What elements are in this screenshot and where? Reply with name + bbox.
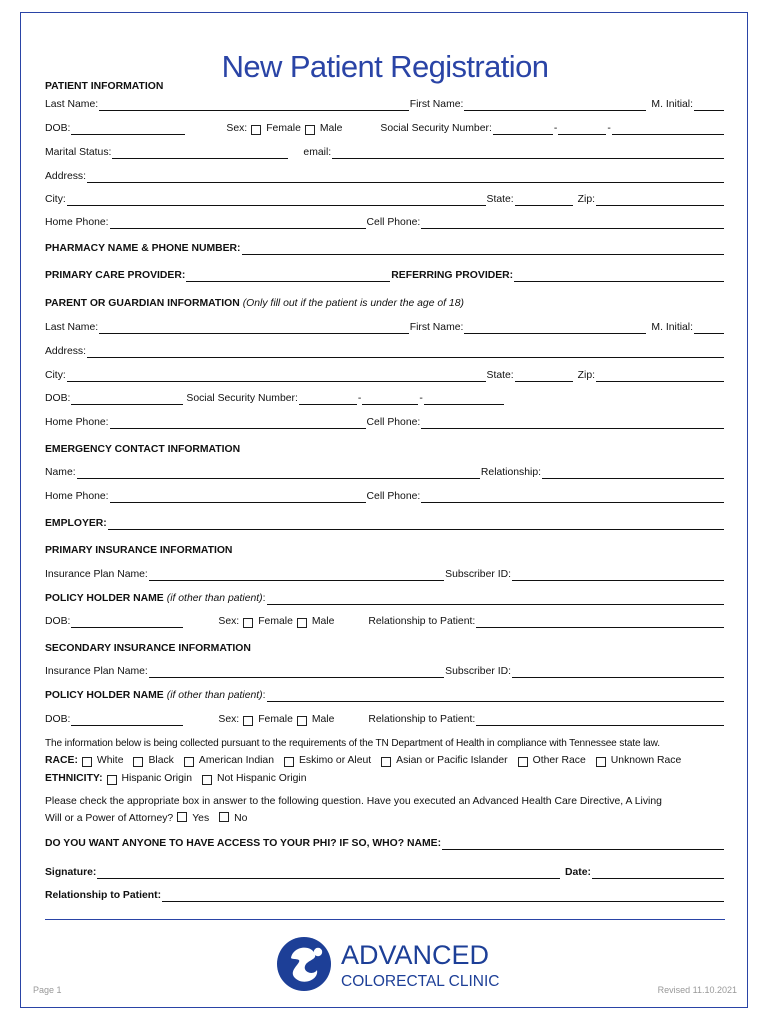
secondary-female-checkbox[interactable] bbox=[243, 716, 253, 726]
ethnicity-not-hispanic-checkbox[interactable] bbox=[202, 775, 212, 785]
emergency-cell-phone-field[interactable] bbox=[421, 491, 724, 503]
guardian-address-field[interactable] bbox=[87, 346, 724, 358]
phi-row: DO YOU WANT ANYONE TO HAVE ACCESS TO YOUR PHI? IF SO, WHO? NAME : bbox=[45, 836, 725, 850]
directive-yes-checkbox[interactable] bbox=[177, 812, 187, 822]
patient-phone-row: Home Phone: Cell Phone: bbox=[45, 215, 725, 229]
home-phone-field[interactable] bbox=[110, 217, 366, 229]
primary-holder-row: POLICY HOLDER NAME (if other than patient) : bbox=[45, 591, 725, 605]
primary-insurance-plan-row: Insurance Plan Name: Subscriber ID: bbox=[45, 567, 725, 581]
secondary-holder-dob-row: DOB: Sex: Female Male Relationship to Patient: bbox=[45, 712, 725, 726]
secondary-male-checkbox[interactable] bbox=[297, 716, 307, 726]
primary-plan-field[interactable] bbox=[149, 569, 444, 581]
patient-address-row: Address: bbox=[45, 169, 725, 183]
patient-city-row: City: State: Zip: bbox=[45, 192, 725, 206]
guardian-ssn-part3-field[interactable] bbox=[424, 393, 504, 405]
divider bbox=[45, 919, 725, 920]
race-black-checkbox[interactable] bbox=[133, 757, 143, 767]
race-white-checkbox[interactable] bbox=[82, 757, 92, 767]
race-american-indian-checkbox[interactable] bbox=[184, 757, 194, 767]
relationship-row: Relationship to Patient: bbox=[45, 888, 725, 902]
relationship-to-patient-field[interactable] bbox=[162, 890, 724, 902]
guardian-address-row: Address: bbox=[45, 344, 725, 358]
guardian-dob-row: DOB: Social Security Number: - - bbox=[45, 391, 725, 405]
ssn-part2-field[interactable] bbox=[558, 123, 606, 135]
secondary-holder-field[interactable] bbox=[267, 690, 724, 702]
race-other-checkbox[interactable] bbox=[518, 757, 528, 767]
emergency-name-field[interactable] bbox=[77, 467, 480, 479]
primary-female-checkbox[interactable] bbox=[243, 618, 253, 628]
pharmacy-field[interactable] bbox=[242, 243, 724, 255]
primary-insurance-header: PRIMARY INSURANCE INFORMATION bbox=[45, 545, 233, 556]
first-name-field[interactable] bbox=[464, 99, 646, 111]
state-field[interactable] bbox=[515, 194, 573, 206]
emergency-relationship-field[interactable] bbox=[542, 467, 724, 479]
male-checkbox[interactable] bbox=[305, 125, 315, 135]
directive-question: Please check the appropriate box in answer to the following question. Have you executed an Advanced Health Care Directive, A Living Will or a Power of Attorney? Yes No bbox=[45, 796, 662, 824]
guardian-middle-initial-field[interactable] bbox=[694, 322, 724, 334]
guardian-city-row: City: State: Zip: bbox=[45, 368, 725, 382]
guardian-city-field[interactable] bbox=[67, 370, 486, 382]
secondary-relationship-field[interactable] bbox=[476, 714, 724, 726]
race-eskimo-aleut-checkbox[interactable] bbox=[284, 757, 294, 767]
primary-subscriber-field[interactable] bbox=[512, 569, 724, 581]
address-field[interactable] bbox=[87, 171, 724, 183]
page-border bbox=[20, 12, 748, 1008]
page-title: New Patient Registration bbox=[221, 48, 549, 84]
signature-row: Signature: Date: bbox=[45, 865, 725, 879]
guardian-zip-field[interactable] bbox=[596, 370, 724, 382]
patient-marital-row: Marital Status: email: bbox=[45, 145, 725, 159]
guardian-home-phone-field[interactable] bbox=[110, 417, 366, 429]
tn-notice: The information below is being collected pursuant to the requirements of the TN Department of Health in compliance with Tennessee state law. bbox=[45, 738, 660, 749]
ssn-part3-field[interactable] bbox=[612, 123, 724, 135]
secondary-subscriber-field[interactable] bbox=[512, 666, 724, 678]
secondary-holder-dob-field[interactable] bbox=[71, 714, 183, 726]
ssn-part1-field[interactable] bbox=[493, 123, 553, 135]
guardian-last-name-field[interactable] bbox=[99, 322, 409, 334]
employer-row: EMPLOYER: bbox=[45, 516, 725, 530]
directive-no-checkbox[interactable] bbox=[219, 812, 229, 822]
pharmacy-row: PHARMACY NAME & PHONE NUMBER: bbox=[45, 241, 725, 255]
guardian-first-name-field[interactable] bbox=[464, 322, 646, 334]
patient-dob-row: DOB: Sex: Female Male Social Security Number: - - bbox=[45, 121, 725, 135]
page-number: Page 1 bbox=[33, 985, 62, 995]
marital-status-field[interactable] bbox=[112, 147, 288, 159]
employer-field[interactable] bbox=[108, 518, 724, 530]
zip-field[interactable] bbox=[596, 194, 724, 206]
secondary-insurance-header: SECONDARY INSURANCE INFORMATION bbox=[45, 643, 251, 654]
patient-name-row: Last Name: First Name: M. Initial: bbox=[45, 97, 725, 111]
guardian-name-row: Last Name: First Name: M. Initial: bbox=[45, 320, 725, 334]
last-name-field[interactable] bbox=[99, 99, 409, 111]
email-field[interactable] bbox=[332, 147, 724, 159]
emergency-home-phone-field[interactable] bbox=[110, 491, 366, 503]
primary-relationship-field[interactable] bbox=[476, 616, 724, 628]
logo-line1: ADVANCED bbox=[341, 940, 490, 970]
patient-section-header: PATIENT INFORMATION bbox=[45, 81, 164, 92]
race-asian-pacific-checkbox[interactable] bbox=[381, 757, 391, 767]
guardian-cell-phone-field[interactable] bbox=[421, 417, 724, 429]
ethnicity-hispanic-checkbox[interactable] bbox=[107, 775, 117, 785]
phi-name-field[interactable] bbox=[442, 838, 724, 850]
emergency-name-row: Name: Relationship: bbox=[45, 465, 725, 479]
signature-field[interactable] bbox=[97, 867, 560, 879]
primary-holder-field[interactable] bbox=[267, 593, 724, 605]
ethnicity-row: ETHNICITY: Hispanic Origin Not Hispanic Origin bbox=[45, 773, 307, 784]
date-field[interactable] bbox=[592, 867, 724, 879]
guardian-section-header: PARENT OR GUARDIAN INFORMATION (Only fill out if the patient is under the age of 18) bbox=[45, 298, 464, 309]
female-checkbox[interactable] bbox=[251, 125, 261, 135]
clinic-logo bbox=[277, 936, 502, 992]
secondary-holder-row: POLICY HOLDER NAME (if other than patient) : bbox=[45, 688, 725, 702]
middle-initial-field[interactable] bbox=[694, 99, 724, 111]
primary-male-checkbox[interactable] bbox=[297, 618, 307, 628]
guardian-ssn-part1-field[interactable] bbox=[299, 393, 357, 405]
colorectal-logo-icon bbox=[277, 936, 502, 992]
secondary-insurance-plan-row: Insurance Plan Name: Subscriber ID: bbox=[45, 664, 725, 678]
race-row: RACE: White Black American Indian Eskimo or Aleut Asian or Pacific Islander Other Race Unknown Race bbox=[45, 755, 682, 766]
primary-holder-dob-field[interactable] bbox=[71, 616, 183, 628]
guardian-phone-row: Home Phone: Cell Phone: bbox=[45, 415, 725, 429]
logo-line2: COLORECTAL CLINIC bbox=[341, 973, 500, 990]
guardian-ssn-part2-field[interactable] bbox=[362, 393, 418, 405]
primary-care-field[interactable] bbox=[186, 270, 390, 282]
guardian-dob-field[interactable] bbox=[71, 393, 183, 405]
referring-field[interactable] bbox=[514, 270, 724, 282]
providers-row: PRIMARY CARE PROVIDER: REFERRING PROVIDER: bbox=[45, 268, 725, 282]
city-field[interactable] bbox=[67, 194, 486, 206]
cell-phone-field[interactable] bbox=[421, 217, 724, 229]
revised-date: Revised 11.10.2021 bbox=[657, 985, 737, 995]
guardian-state-field[interactable] bbox=[515, 370, 573, 382]
emergency-section-header: EMERGENCY CONTACT INFORMATION bbox=[45, 444, 241, 455]
secondary-plan-field[interactable] bbox=[149, 666, 444, 678]
primary-holder-dob-row: DOB: Sex: Female Male Relationship to Patient: bbox=[45, 614, 725, 628]
emergency-phone-row: Home Phone: Cell Phone: bbox=[45, 489, 725, 503]
dob-field[interactable] bbox=[71, 123, 185, 135]
race-unknown-checkbox[interactable] bbox=[596, 757, 606, 767]
